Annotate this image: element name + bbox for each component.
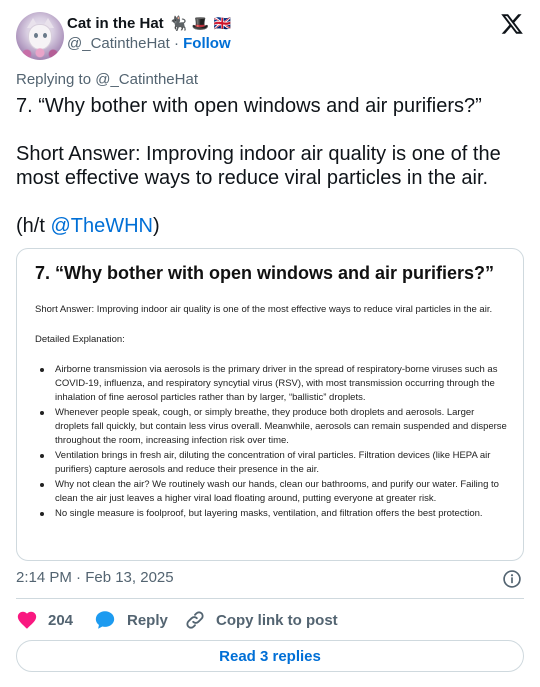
handle-row [67,34,231,54]
tweet-header [16,10,524,62]
replying-to: Replying to @_CatintheHat [16,71,198,88]
display-name-text[interactable]: Cat in the Hat [67,15,164,32]
hat-tip-suffix: ) [152,215,160,237]
avatar[interactable] [16,12,64,60]
bullet-item: Ventilation brings in fresh air, diluting the concentration of viral particles. Filtration devices (like HEPA air purifiers) capture aerosols and reduce their presence in the air. [35,449,509,477]
divider [16,598,524,599]
attached-image[interactable] [16,248,524,561]
bullet-item: Airborne transmission via aerosols is the primary driver in the spread of respiratory-borne viruses such as COVID-19, influenza, and respiratory syncytial virus (RSV), with most transmission occurring through the inhalation of fine aerosol particles rather than by larger, “ballistic” droplets. [35,363,509,405]
reply-button[interactable] [94,608,168,632]
author-block [67,14,231,54]
author-display-name[interactable] [67,14,231,34]
like-button[interactable] [16,608,73,632]
tweet-paragraph: 7. “Why bother with open windows and air purifiers?” [16,95,482,117]
separator-dot: · [173,35,179,52]
mention-link[interactable]: @TheWHN [50,215,153,237]
hat-tip [16,214,524,238]
copy-link-label: Copy link to post [216,611,338,629]
bullet-item: Whenever people speak, cough, or simply breathe, they produce both droplets and aerosols. Larger droplets fall quickly, but contain less virus overall. Meanwhile, aerosols can remain suspended and disperse throughout the room, increasing infection risk over time. [35,406,509,448]
action-bar [16,608,524,632]
author-handle[interactable]: @_CatintheHat [67,35,170,52]
like-count: 204 [48,611,74,629]
image-bullet-list [35,363,509,521]
hat-tip-prefix: (h/t [16,215,51,237]
reply-label: Reply [127,611,168,629]
link-icon [184,609,206,631]
read-replies-button[interactable]: Read 3 replies [16,640,524,672]
timestamp[interactable]: 2:14 PM · Feb 13, 2025 [16,569,174,586]
tweet-text [16,94,524,238]
heart-icon [16,609,38,631]
bullet-item: No single measure is foolproof, but layering masks, ventilation, and filtration offers the best protection. [35,507,509,521]
image-title: 7. “Why bother with open windows and air purifiers?” [35,263,495,283]
image-short-answer: Short Answer: Improving indoor air quality is one of the most effective ways to reduce viral particles in the air. [35,304,493,315]
speech-bubble-icon [94,609,116,631]
info-icon[interactable] [502,569,522,589]
copy-link-button[interactable] [184,608,338,632]
x-logo-icon[interactable] [500,12,524,36]
follow-button[interactable]: Follow [183,35,231,52]
bullet-item: Why not clean the air? We routinely wash our hands, clean our bathrooms, and purify our water. Failing to clean the air just leaves a higher viral load floating around, putting everyone at greater risk. [35,478,509,506]
tweet-paragraph: Short Answer: Improving indoor air quality is one of the most effective ways to reduce viral particles in the air. [16,143,501,189]
image-content [35,259,509,522]
image-detail-label: Detailed Explanation: [35,334,125,345]
name-emojis: 🐈‍⬛ 🎩 🇬🇧 [169,16,232,32]
